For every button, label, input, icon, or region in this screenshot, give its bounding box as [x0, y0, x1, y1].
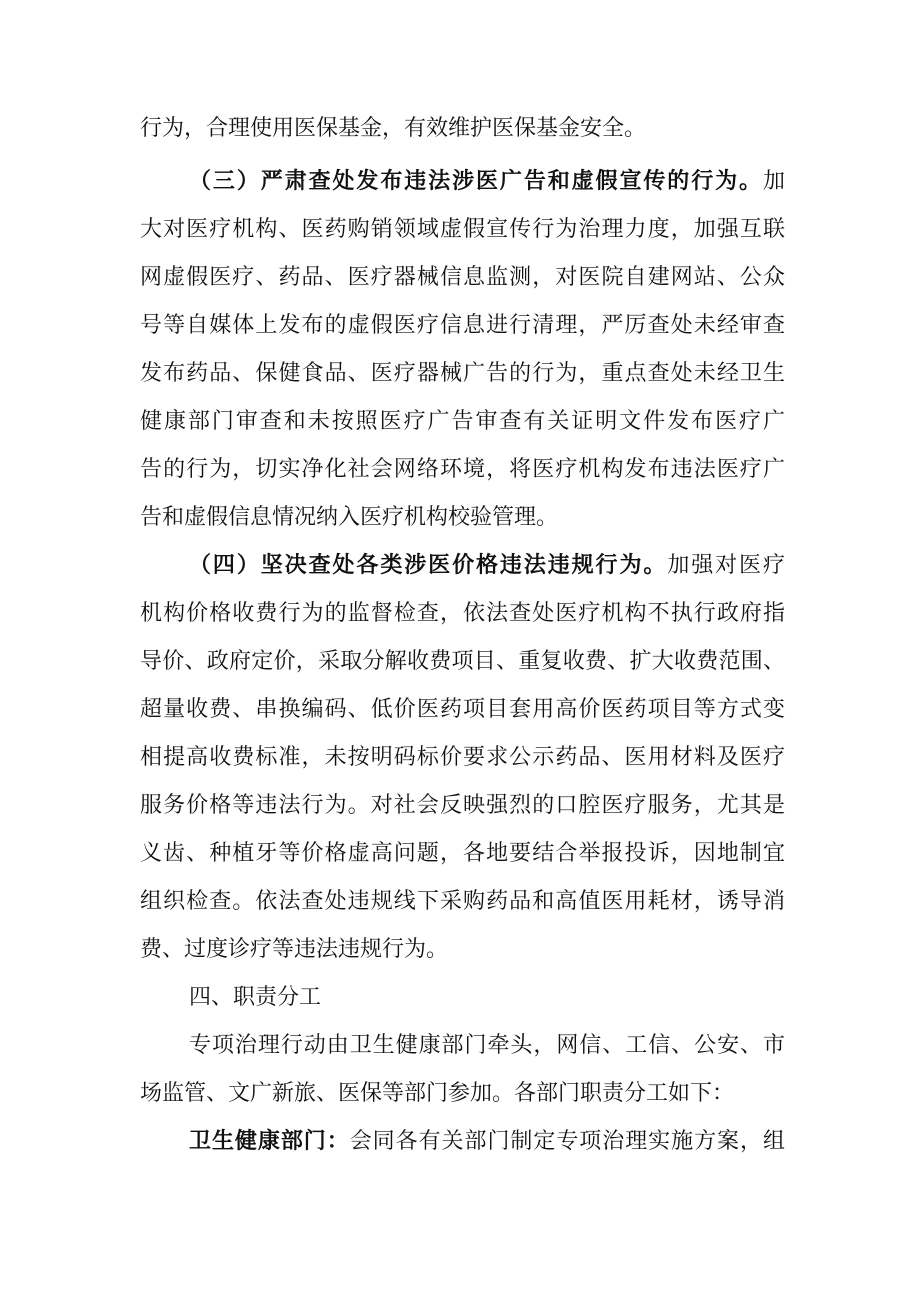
- paragraph-line: [140, 260, 785, 296]
- line-text: 大对医疗机构、医药购销领域虚假宣传行为治理力度，加强互联: [140, 217, 785, 242]
- paragraph-line: [140, 932, 785, 968]
- line-text: 超量收费、串换编码、低价医药项目套用高价医药项目等方式变: [140, 697, 785, 722]
- line-text: 发布药品、保健食品、医疗器械广告的行为，重点查处未经卫生: [140, 361, 785, 386]
- paragraph-line: [140, 692, 785, 728]
- line-text: 场监管、文广新旅、医保等部门参加。各部门职责分工如下：: [140, 1081, 735, 1106]
- paragraph-line: [140, 212, 785, 248]
- line-text: 义齿、种植牙等价格虚高问题，各地要结合举报投诉，因地制宜: [140, 841, 785, 866]
- paragraph-line: [140, 884, 785, 920]
- paragraph-line: [140, 308, 785, 344]
- section-title: 四、职责分工: [189, 985, 322, 1010]
- paragraph-line: [140, 740, 785, 776]
- paragraph-line: [140, 356, 785, 392]
- paragraph-line: [140, 788, 785, 824]
- line-text: 加强对医疗: [667, 553, 785, 578]
- department-label: 卫生健康部门：: [189, 1129, 350, 1154]
- paragraph-line: [140, 836, 785, 872]
- paragraph-line: [140, 596, 785, 632]
- section-title-line: [189, 980, 785, 1016]
- department-line: [189, 1124, 785, 1160]
- section-heading-3: （三）严肃查处发布违法涉医广告和虚假宣传的行为。: [189, 169, 763, 194]
- line-text: 网虚假医疗、药品、医疗器械信息监测，对医院自建网站、公众: [140, 265, 785, 290]
- paragraph-line: [189, 1028, 785, 1064]
- line-text: 健康部门审查和未按照医疗广告审查有关证明文件发布医疗广: [140, 409, 785, 434]
- line-text: 会同各有关部门制定专项治理实施方案，组: [349, 1129, 785, 1154]
- line-text: 行为，合理使用医保基金，有效维护医保基金安全。: [140, 116, 647, 141]
- paragraph-line: [140, 500, 785, 536]
- section-heading-line: [189, 548, 785, 584]
- line-text: 告和虚假信息情况纳入医疗机构校验管理。: [140, 505, 559, 530]
- paragraph-line: [140, 644, 785, 680]
- paragraph-line: [140, 404, 785, 440]
- line-text: 相提高收费标准，未按明码标价要求公示药品、医用材料及医疗: [140, 745, 785, 770]
- section-heading-4: （四）坚决查处各类涉医价格违法违规行为。: [189, 553, 668, 578]
- paragraph-line: [140, 111, 785, 147]
- line-text: 号等自媒体上发布的虚假医疗信息进行清理，严厉查处未经审查: [140, 313, 785, 338]
- line-text: 组织检查。依法查处违规线下采购药品和高值医用耗材，诱导消: [140, 889, 785, 914]
- paragraph-line: [140, 1076, 785, 1112]
- line-text: 加: [762, 169, 785, 194]
- line-text: 服务价格等违法行为。对社会反映强烈的口腔医疗服务，尤其是: [140, 793, 785, 818]
- line-text: 费、过度诊疗等违法违规行为。: [140, 937, 449, 962]
- paragraph-line: [140, 452, 785, 488]
- section-heading-line: [189, 164, 785, 200]
- line-text: 机构价格收费行为的监督检查，依法查处医疗机构不执行政府指: [140, 601, 785, 626]
- line-text: 告的行为，切实净化社会网络环境，将医疗机构发布违法医疗广: [140, 457, 785, 482]
- line-text: 导价、政府定价，采取分解收费项目、重复收费、扩大收费范围、: [140, 649, 785, 674]
- line-text: 专项治理行动由卫生健康部门牵头，网信、工信、公安、市: [189, 1033, 785, 1058]
